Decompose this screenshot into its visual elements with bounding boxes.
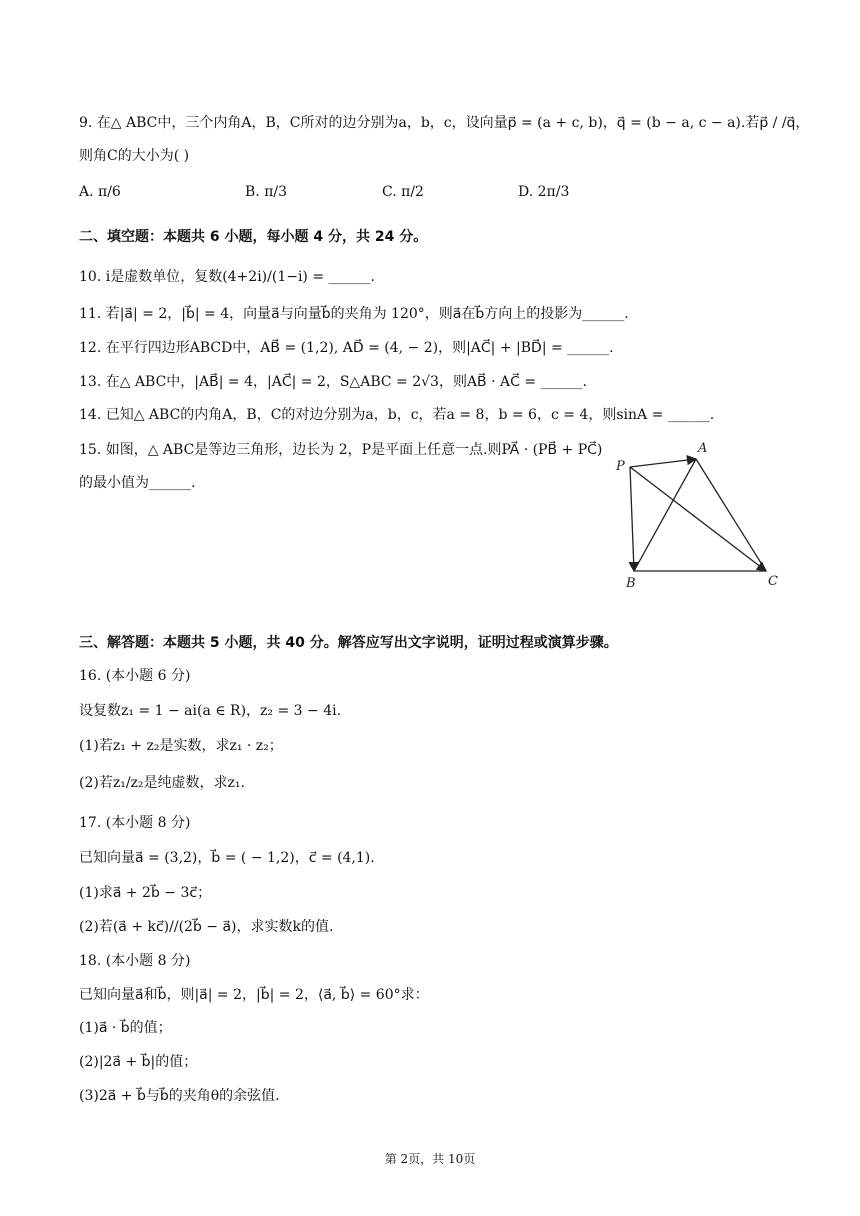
vector-pb xyxy=(630,467,634,571)
vector-pc xyxy=(630,467,766,571)
q18-stem: 已知向量a⃗和b⃗，则|a⃗| = 2，|b⃗| = 2，⟨a⃗, b⃗⟩ = 60°求： xyxy=(79,987,429,1003)
vector-pa xyxy=(630,459,696,467)
q16-part1: (1)若z₁ + z₂是实数，求z₁ · z₂； xyxy=(79,738,283,754)
q9-line1: 9. 在△ ABC中，三个内角A，B，C所对的边分别为a，b，c，设向量p⃗ = (a + c, b)，q⃗ = (b − a, c − a).若p⃗ / /q⃗， xyxy=(79,115,810,131)
question-11: 11. 若|a⃗| = 2，|b⃗| = 4，向量a⃗与向量b⃗的夹角为 120°，则a⃗在b⃗方向上的投影为______. xyxy=(79,306,629,322)
q9-option-a: A. π/6 xyxy=(79,184,121,200)
segment-ac xyxy=(696,459,766,571)
q9-line2: 则角C的大小为( ) xyxy=(79,148,190,164)
section-2-heading: 二、填空题：本题共 6 小题，每小题 4 分，共 24 分。 xyxy=(79,229,428,245)
q18-part1: (1)a⃗ · b⃗的值； xyxy=(79,1020,172,1036)
question-13: 13. 在△ ABC中，|AB⃗| = 4，|AC⃗| = 2，S△ABC = 2√3，则AB⃗ · AC⃗ = ______. xyxy=(79,374,587,390)
question-10: 10. i是虚数单位，复数(4+2i)/(1−i) = ______. xyxy=(79,269,375,285)
q18-head: 18. (本小题 8 分) xyxy=(79,953,191,969)
q17-part2: (2)若(a⃗ + kc⃗)//(2b⃗ − a⃗)，求实数k的值. xyxy=(79,919,334,935)
q17-part1: (1)求a⃗ + 2b⃗ − 3c⃗； xyxy=(79,885,212,901)
q18-part3: (3)2a⃗ + b⃗与b⃗的夹角θ的余弦值. xyxy=(79,1088,280,1104)
q18-part2: (2)|2a⃗ + b⃗|的值； xyxy=(79,1054,198,1070)
label-a: A xyxy=(698,441,708,456)
q15-line2: 的最小值为______. xyxy=(79,475,196,491)
triangle-figure xyxy=(600,430,800,600)
q17-stem: 已知向量a⃗ = (3,2)，b⃗ = ( − 1,2)，c⃗ = (4,1). xyxy=(79,850,375,866)
label-b: B xyxy=(626,576,636,591)
q17-head: 17. (本小题 8 分) xyxy=(79,815,191,831)
q16-head: 16. (本小题 6 分) xyxy=(79,668,191,684)
section-3-heading: 三、解答题：本题共 5 小题，共 40 分。解答应写出文字说明，证明过程或演算步骤。 xyxy=(79,635,618,651)
q16-stem: 设复数z₁ = 1 − ai(a ∈ R)，z₂ = 3 − 4i. xyxy=(79,703,342,719)
q16-part2: (2)若z₁/z₂是纯虚数，求z₁. xyxy=(79,775,245,791)
page-footer: 第 2页，共 10页 xyxy=(384,1152,476,1166)
label-c: C xyxy=(768,574,778,589)
q15-line1: 15. 如图，△ ABC是等边三角形，边长为 2，P是平面上任意一点.则PA⃗ · (PB⃗ + PC⃗) xyxy=(79,442,603,458)
q9-option-b: B. π/3 xyxy=(245,184,288,200)
q9-option-c: C. π/2 xyxy=(382,184,424,200)
question-12: 12. 在平行四边形ABCD中，AB⃗ = (1,2), AD⃗ = (4, − 2)，则|AC⃗| + |BD⃗| = ______. xyxy=(79,340,614,356)
question-14: 14. 已知△ ABC的内角A，B，C的对边分别为a，b，c，若a = 8，b = 6，c = 4，则sinA = ______. xyxy=(79,407,715,423)
q9-option-d: D. 2π/3 xyxy=(518,184,570,200)
segment-ab xyxy=(634,459,696,571)
label-p: P xyxy=(616,459,625,474)
